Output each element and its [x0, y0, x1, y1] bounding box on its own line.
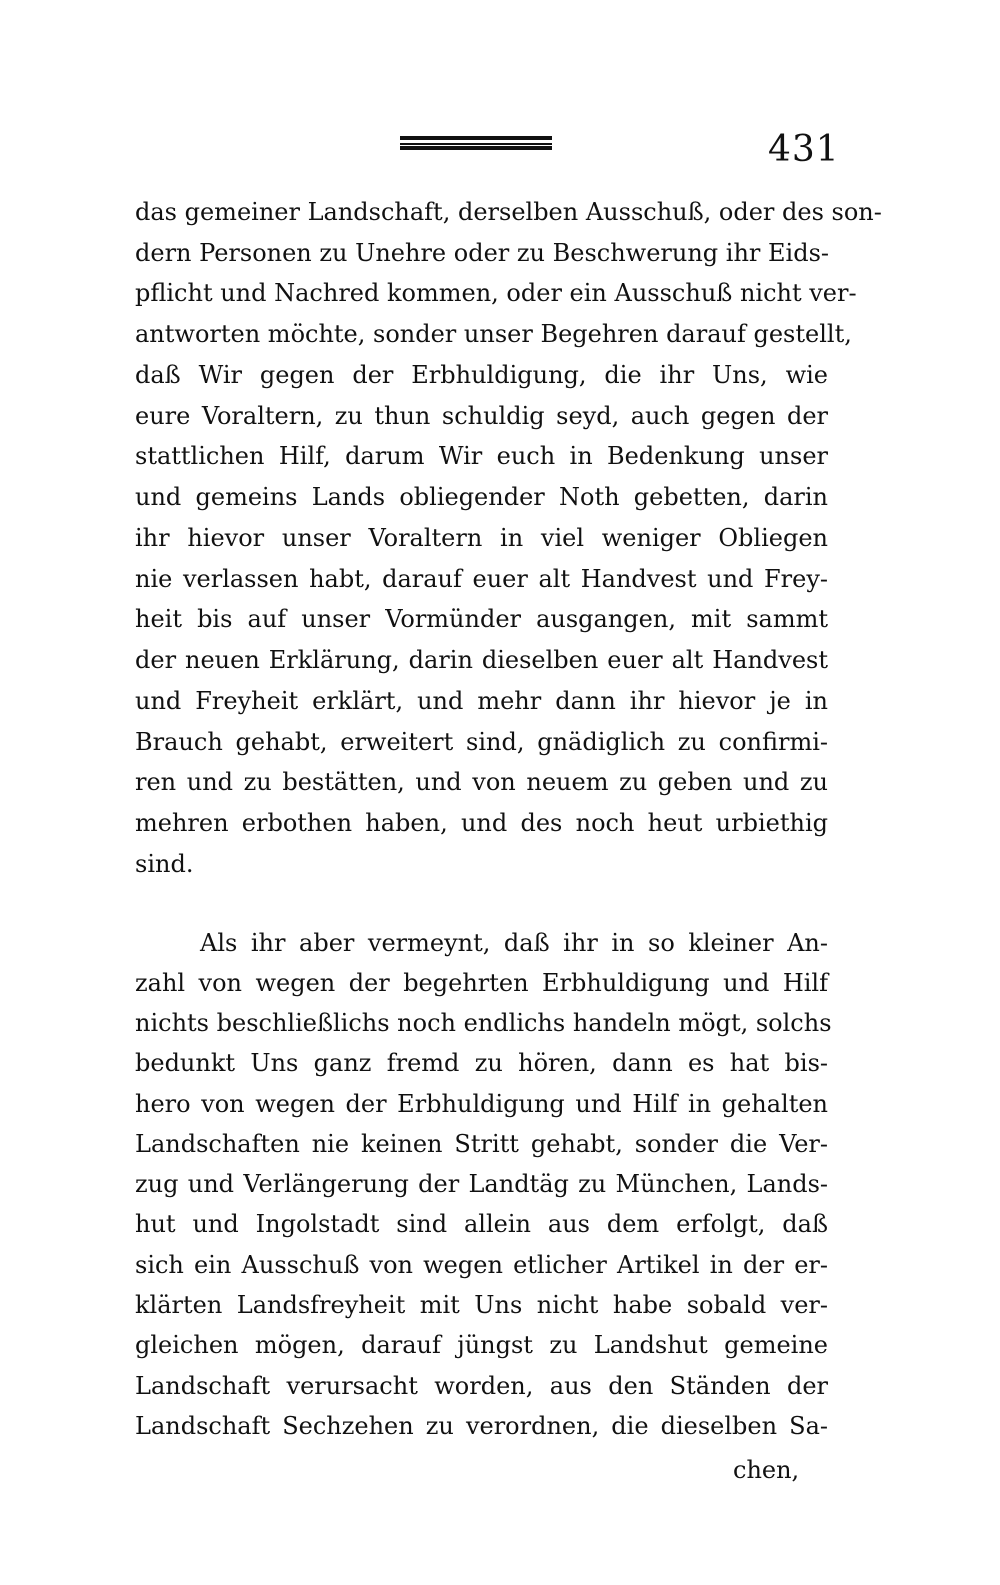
text-line: und Freyheit erklärt, und mehr dann ihr hievor je in — [135, 687, 828, 715]
text-line: zug und Verlängerung der Landtäg zu München, Lands- — [135, 1170, 828, 1198]
text-line: zahl von wegen der begehrten Erbhuldigung und Hilf — [135, 969, 828, 997]
text-line: eure Voraltern, zu thun schuldig seyd, auch gegen der — [135, 402, 828, 430]
text-line: der neuen Erklärung, darin dieselben euer alt Handvest — [135, 646, 828, 674]
text-line: stattlichen Hilf, darum Wir euch in Bedenkung unser — [135, 442, 828, 470]
header-rule — [400, 136, 552, 150]
text-line: und gemeins Lands obliegender Noth gebetten, darin — [135, 483, 828, 511]
text-line: klärten Landsfreyheit mit Uns nicht habe sobald ver- — [135, 1291, 828, 1319]
text-line: ren und zu bestätten, und von neuem zu geben und zu — [135, 768, 828, 796]
text-line: Landschaft verursacht worden, aus den Ständen der — [135, 1372, 828, 1400]
text-line: dern Personen zu Unehre oder zu Beschwerung ihr Eids- — [135, 239, 830, 267]
text-line: Brauch gehabt, erweitert sind, gnädiglich zu confirmi- — [135, 728, 828, 756]
text-line: hero von wegen der Erbhuldigung und Hilf in gehalten — [135, 1090, 828, 1118]
text-line: gleichen mögen, darauf jüngst zu Landshut gemeine — [135, 1331, 828, 1359]
text-line: daß Wir gegen der Erbhuldigung, die ihr Uns, wie — [135, 361, 828, 389]
text-line: mehren erbothen haben, und des noch heut urbiethig — [135, 809, 828, 837]
text-line: bedunkt Uns ganz fremd zu hören, dann es hat bis- — [135, 1049, 828, 1077]
text-line: sind. — [135, 850, 194, 878]
text-line: nie verlassen habt, darauf euer alt Handvest und Frey- — [135, 565, 828, 593]
catchword: chen, — [733, 1456, 800, 1484]
text-line: das gemeiner Landschaft, derselben Ausschuß, oder des son- — [135, 198, 882, 226]
page-number: 431 — [768, 129, 840, 170]
text-line: Landschaft Sechzehen zu verordnen, die dieselben Sa- — [135, 1412, 828, 1440]
text-line: antworten möchte, sonder unser Begehren darauf gestellt, — [135, 320, 852, 348]
text-line: ihr hievor unser Voraltern in viel weniger Obliegen — [135, 524, 828, 552]
text-line: hut und Ingolstadt sind allein aus dem erfolgt, daß — [135, 1210, 828, 1238]
text-line: Landschaften nie keinen Stritt gehabt, sonder die Ver- — [135, 1130, 828, 1158]
text-line: nichts beschließlichs noch endlichs handeln mögt, solchs — [135, 1009, 832, 1037]
text-line: heit bis auf unser Vormünder ausgangen, mit sammt — [135, 605, 828, 633]
text-line: sich ein Ausschuß von wegen etlicher Artikel in der er- — [135, 1251, 828, 1279]
text-line: Als ihr aber vermeynt, daß ihr in so kleiner An- — [200, 929, 828, 957]
text-line: pflicht und Nachred kommen, oder ein Ausschuß nicht ver- — [135, 279, 857, 307]
